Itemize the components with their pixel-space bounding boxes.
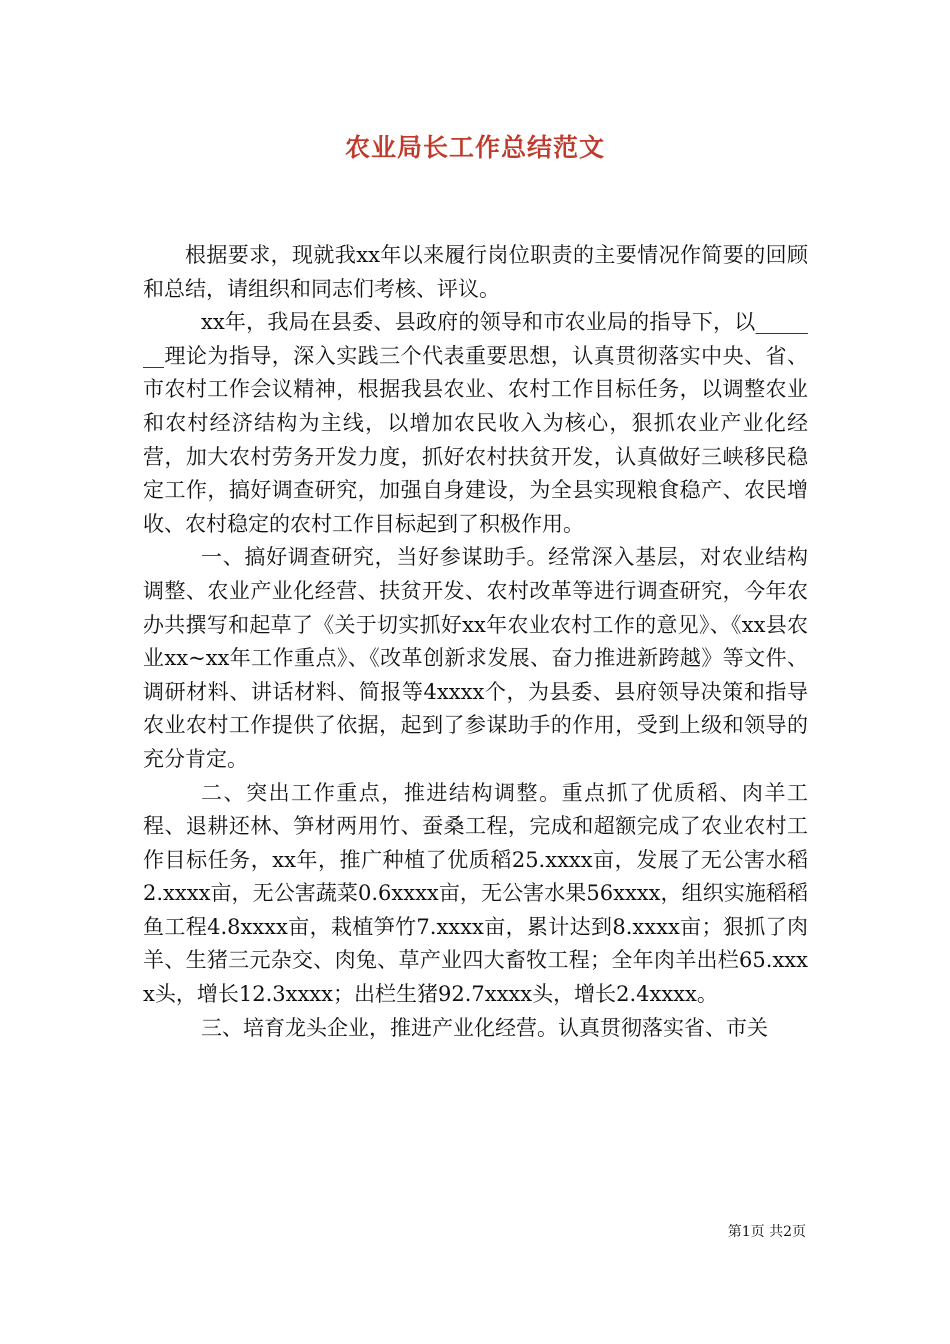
document-body [143, 239, 808, 1045]
paragraph-section-2: 二、突出工作重点，推进结构调整。重点抓了优质稻、肉羊工程、退耕还林、笋材两用竹、蚕桑工程，完成和超额完成了农业农村工作目标任务，xx年，推广种植了优质稻25.xxxx亩，发展了无公害水稻2.xxxx亩，无公害蔬菜0.6xxxx亩，无公害水果56xxxx，组织实施稻稻鱼工程4.8xxxx亩，栽植笋竹7.xxxx亩，累计达到8.xxxx亩；狠抓了肉羊、生猪三元杂交、肉兔、草产业四大畜牧工程；全年肉羊出栏65.xxxx头，增长12.3xxxx；出栏生猪92.7xxxx头，增长2.4xxxx。 [143, 780, 808, 1007]
paragraph-section-1: 一、搞好调查研究，当好参谋助手。经常深入基层，对农业结构调整、农业产业化经营、扶贫开发、农村改革等进行调查研究，今年农办共撰写和起草了《关于切实抓好xx年农业农村工作的意见》、《xx县农业xx~xx年工作重点》、《改革创新求发展、奋力推进新跨越》等文件、调研材料、讲话材料、简报等4xxxx个，为县委、县府领导决策和指导农业农村工作提供了依据，起到了参谋助手的作用，受到上级和领导的充分肯定。 [143, 545, 808, 771]
document-title: 农业局长工作总结范文 [344, 133, 605, 162]
page-number: 第1页 共2页 [727, 1224, 806, 1240]
paragraph-overview: xx年，我局在县委、县政府的领导和市农业局的指导下，以_______理论为指导，深入实践三个代表重要思想，认真贯彻落实中央、省、市农村工作会议精神，根据我县农业、农村工作目标任务，以调整农业和农村经济结构为主线，以增加农民收入为核心，狠抓农业产业化经营，加大农村劳务开发力度，抓好农村扶贫开发，认真做好三峡移民稳定工作，搞好调查研究，加强自身建设，为全县实现粮食稳产、农民增收、农村稳定的农村工作目标起到了积极作用。 [143, 310, 808, 536]
paragraph-intro: 根据要求，现就我xx年以来履行岗位职责的主要情况作简要的回顾和总结，请组织和同志们考核、评议。 [143, 243, 808, 301]
paragraph-section-3: 三、培育龙头企业，推进产业化经营。认真贯彻落实省、市关 [201, 1015, 768, 1040]
